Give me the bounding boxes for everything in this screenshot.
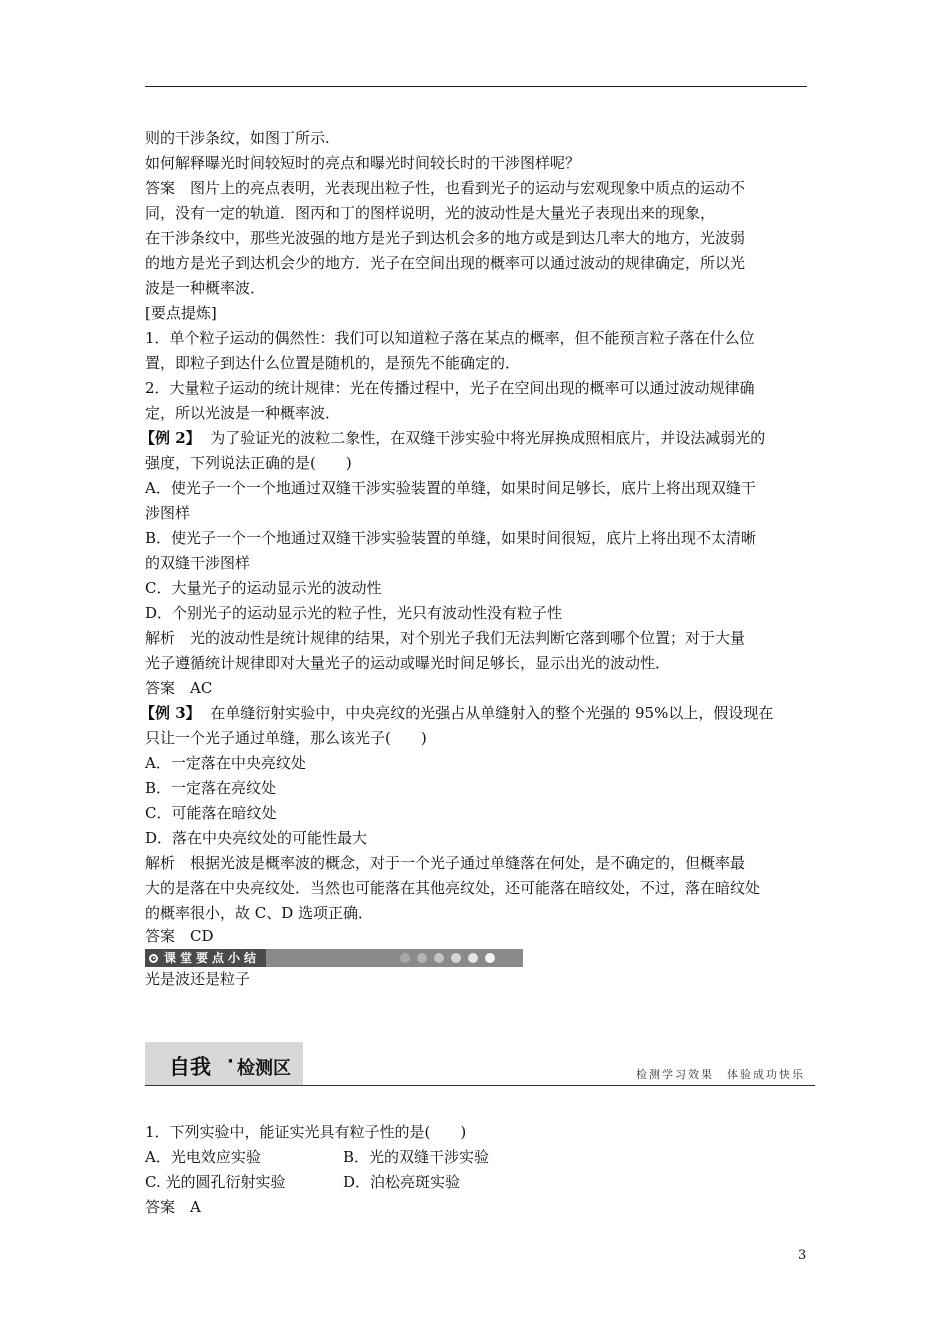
example-2-option: 涉图样 — [145, 504, 191, 522]
self-check-title-dot: · — [227, 1051, 234, 1072]
quiz-option-b: B．光的双缝干涉实验 — [343, 1148, 490, 1166]
example-2-tag: 【例 2】 — [140, 429, 201, 447]
example-2-stem — [140, 426, 809, 451]
example-2-analysis: 光子遵循统计规律即对大量光子的运动或曝光时间足够长，显示出光的波动性． — [145, 654, 671, 672]
paragraph: 在干涉条纹中，那些光波强的地方是光子到达机会多的地方或是到达几率大的地方，光波弱 — [145, 229, 746, 247]
decorative-dot — [417, 953, 427, 963]
summary-banner — [145, 949, 523, 967]
example-3-option: C．可能落在暗纹处 — [145, 804, 277, 822]
key-point: 1．单个粒子运动的偶然性：我们可以知道粒子落在某点的概率，但不能预言粒子落在什么位 — [145, 329, 755, 347]
quiz-options-row — [145, 1170, 809, 1195]
decorative-dot — [400, 953, 410, 963]
paragraph: 波是一种概率波． — [145, 279, 266, 297]
self-check-header — [145, 1042, 815, 1086]
example-3-stem — [140, 701, 809, 726]
page-number: 3 — [798, 1248, 807, 1263]
example-3-stem-line1: 在单缝衍射实验中，中央亮纹的光强占从单缝射入的整个光强的 95%以上，假设现在 — [210, 704, 774, 722]
paragraph: 的地方是光子到达机会少的地方．光子在空间出现的概率可以通过波动的规律确定，所以光 — [145, 254, 746, 272]
example-2-option: B．使光子一个一个地通过双缝干涉实验装置的单缝，如果时间很短，底片上将出现不太清晰 — [145, 529, 757, 547]
main-content — [140, 126, 809, 992]
example-2-analysis: 解析 光的波动性是统计规律的结果，对个别光子我们无法判断它落到哪个位置；对于大量 — [145, 629, 746, 647]
quiz-option-a: A．光电效应实验 — [145, 1148, 261, 1166]
quiz-question: 1．下列实验中，能证实光具有粒子性的是( ) — [145, 1123, 467, 1141]
quiz-option-c: C. 光的圆孔衍射实验 — [145, 1173, 286, 1191]
key-point: 定，所以光波是一种概率波． — [145, 404, 341, 422]
target-icon — [149, 954, 158, 963]
example-2-option: 的双缝干涉图样 — [145, 554, 251, 572]
self-check-slogan: 检测学习效果 体验成功快乐 — [636, 1068, 805, 1081]
paragraph: 则的干涉条纹，如图丁所示. — [145, 129, 330, 147]
example-3-analysis: 的概率很小，故 C、D 选项正确． — [145, 904, 374, 922]
example-3-analysis: 解析 根据光波是概率波的概念，对于一个光子通过单缝落在何处，是不确定的，但概率最 — [145, 854, 746, 872]
key-point: 2．大量粒子运动的统计规律：光在传播过程中，光子在空间出现的概率可以通过波动规律确 — [145, 379, 755, 397]
example-3-analysis: 大的是落在中央亮纹处．当然也可能落在其他亮纹处，还可能落在暗纹处，不过，落在暗纹处 — [145, 879, 761, 897]
key-points-heading: [要点提炼] — [145, 304, 217, 322]
example-3-option: B．一定落在亮纹处 — [145, 779, 277, 797]
quiz-option-d: D．泊松亮斑实验 — [343, 1173, 461, 1191]
decorative-dot — [485, 953, 495, 963]
paragraph: 如何解释曝光时间较短时的亮点和曝光时间较长时的干涉图样呢？ — [145, 154, 581, 172]
summary-banner-label-box — [145, 949, 266, 967]
example-3-option: D．落在中央亮纹处的可能性最大 — [145, 829, 368, 847]
summary-text: 光是波还是粒子 — [145, 970, 251, 988]
summary-banner-label: 课堂要点小结 — [164, 951, 261, 965]
example-2-answer: 答案 AC — [145, 679, 213, 697]
example-2-option: D．个别光子的运动显示光的粒子性，光只有波动性没有粒子性 — [145, 604, 563, 622]
key-point: 置，即粒子到达什么位置是随机的，是预先不能确定的． — [145, 354, 521, 372]
example-3-option: A．一定落在中央亮纹处 — [145, 754, 306, 772]
example-2-stem-line2: 强度，下列说法正确的是( ) — [145, 454, 352, 472]
answer-text: 答案 图片上的亮点表明，光表现出粒子性，也看到光子的运动与宏观现象中质点的运动不 — [145, 179, 746, 197]
header-rule — [145, 86, 807, 87]
decorative-dot — [434, 953, 444, 963]
decorative-dot — [468, 953, 478, 963]
self-check-title-rest: 检测区 — [237, 1058, 291, 1079]
example-2-option: C．大量光子的运动显示光的波动性 — [145, 579, 382, 597]
quiz-section — [145, 1120, 809, 1220]
example-3-answer: 答案 CD — [145, 927, 214, 945]
decorative-dots — [400, 953, 495, 963]
example-3-stem-line2: 只让一个光子通过单缝，那么该光子( ) — [145, 729, 427, 747]
decorative-dot — [451, 953, 461, 963]
paragraph: 同，没有一定的轨道．图丙和丁的图样说明，光的波动性是大量光子表现出来的现象， — [145, 204, 716, 222]
self-check-rule — [145, 1085, 815, 1086]
example-2-stem-line1: 为了验证光的波粒二象性，在双缝干涉实验中将光屏换成照相底片，并设法减弱光的 — [210, 429, 766, 447]
example-2-option: A．使光子一个一个地通过双缝干涉实验装置的单缝，如果时间足够长，底片上将出现双缝干 — [145, 479, 756, 497]
quiz-options-row — [145, 1145, 809, 1170]
example-3-tag: 【例 3】 — [140, 704, 201, 722]
self-check-title-big: 自我 — [169, 1055, 211, 1079]
quiz-answer: 答案 A — [145, 1198, 201, 1216]
